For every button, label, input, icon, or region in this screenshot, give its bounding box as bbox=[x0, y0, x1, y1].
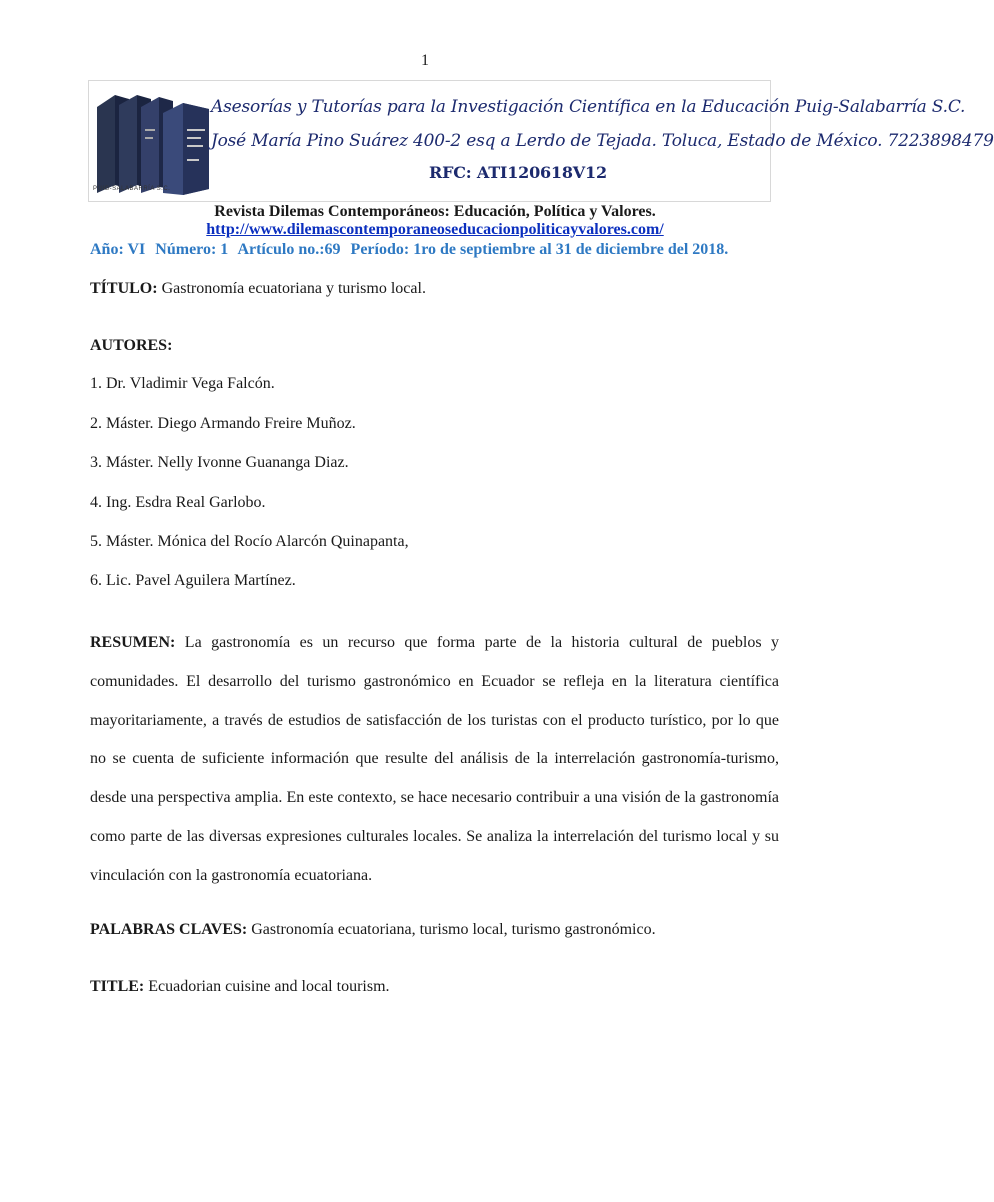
palabras-claves-value: Gastronomía ecuatoriana, turismo local, turismo gastronómico. bbox=[251, 921, 656, 938]
issue-number: Número: 1 bbox=[155, 241, 229, 258]
resumen-label: RESUMEN: bbox=[90, 634, 176, 651]
titulo-value: Gastronomía ecuatoriana y turismo local. bbox=[161, 280, 426, 297]
autores-label: AUTORES: bbox=[90, 337, 173, 354]
issue-article: Artículo no.:69 bbox=[237, 241, 341, 258]
header-banner bbox=[88, 80, 994, 202]
author-item: 2. Máster. Diego Armando Freire Muñoz. bbox=[90, 415, 356, 432]
palabras-claves-line bbox=[90, 921, 656, 939]
author-item: 1. Dr. Vladimir Vega Falcón. bbox=[90, 375, 275, 392]
journal-url-link[interactable]: http://www.dilemascontemporaneoseducacionpoliticayvalores.com/ bbox=[206, 221, 664, 238]
title-en-line bbox=[90, 978, 390, 996]
title-en-label: TITLE: bbox=[90, 978, 145, 995]
banner-rfc: RFC: ATI120618V12 bbox=[429, 163, 607, 182]
issue-period: Período: 1ro de septiembre al 31 de diciembre del 2018. bbox=[350, 241, 729, 258]
journal-title: Revista Dilemas Contemporáneos: Educación, Política y Valores. bbox=[214, 203, 656, 220]
issue-info bbox=[90, 241, 790, 259]
title-en-value: Ecuadorian cuisine and local tourism. bbox=[148, 978, 390, 995]
resumen-text: La gastronomía es un recurso que forma parte de la historia cultural de pueblos y comunidades. El desarrollo del turismo gastronómico en Ecuador se refleja en la literatura científica mayoritariamente, a través de estudios de satisfacción de los turistas con el producto turístico, por lo que no se cuenta de suficiente información que resulte del análisis de la interrelación gastronomía-turismo, desde una perspectiva amplia. En este contexto, se hace necesario contribuir a una visión de la gastronomía como parte de las diversas expresiones culturales locales. Se analiza la interrelación del turismo local y su vinculación con la gastronomía ecuatoriana. bbox=[90, 634, 780, 884]
titulo-label: TÍTULO: bbox=[90, 280, 158, 297]
titulo-line bbox=[90, 280, 426, 298]
banner-company-name: Asesorías y Tutorías para la Investigación Científica en la Educación Puig-Salabarría S.C. bbox=[211, 97, 966, 117]
page-number: 1 bbox=[421, 52, 429, 69]
palabras-claves-label: PALABRAS CLAVES: bbox=[90, 921, 248, 938]
author-item: 3. Máster. Nelly Ivonne Guananga Diaz. bbox=[90, 454, 349, 471]
author-item: 5. Máster. Mónica del Rocío Alarcón Quinapanta, bbox=[90, 533, 409, 550]
issue-year: Año: VI bbox=[90, 241, 146, 258]
resumen-paragraph bbox=[90, 624, 779, 896]
logo-caption: PUIG-SALABARRÍA S.C. bbox=[93, 186, 171, 192]
author-item: 6. Lic. Pavel Aguilera Martínez. bbox=[90, 572, 296, 589]
author-item: 4. Ing. Esdra Real Garlobo. bbox=[90, 494, 266, 511]
books-logo-icon bbox=[89, 89, 214, 199]
banner-address: José María Pino Suárez 400-2 esq a Lerdo de Tejada. Toluca, Estado de México. 7223898479 bbox=[211, 131, 994, 151]
